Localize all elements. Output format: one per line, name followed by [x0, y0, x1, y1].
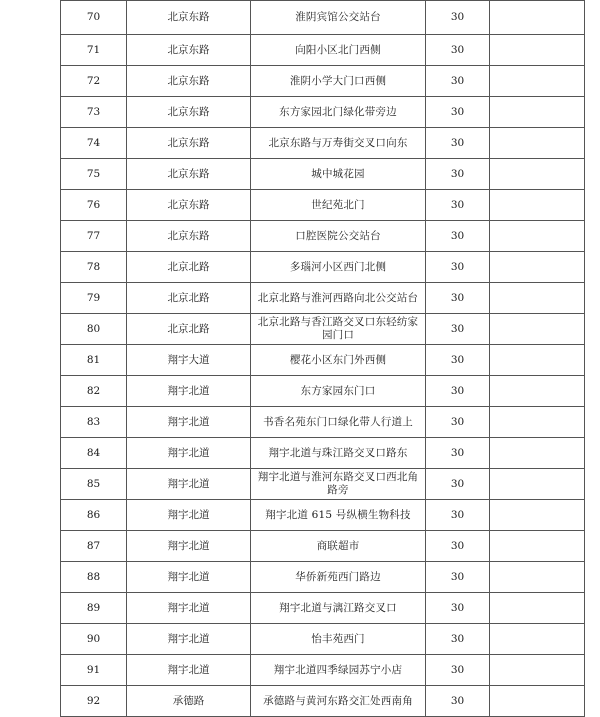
row-number-cell: 78	[61, 252, 127, 283]
location-cell: 城中城花园	[251, 159, 426, 190]
remarks-cell	[490, 438, 585, 469]
road-name-cell: 翔宇北道	[127, 562, 251, 593]
table-row	[61, 35, 585, 66]
table-row	[61, 159, 585, 190]
table-row	[61, 655, 585, 686]
row-number-cell: 73	[61, 97, 127, 128]
road-name-cell: 翔宇大道	[127, 345, 251, 376]
bike-count-cell: 30	[426, 376, 490, 407]
bike-count-cell: 30	[426, 159, 490, 190]
bike-count-cell: 30	[426, 128, 490, 159]
remarks-cell	[490, 314, 585, 345]
bike-count-cell: 30	[426, 562, 490, 593]
road-name-cell: 翔宇北道	[127, 376, 251, 407]
bike-count-cell: 30	[426, 252, 490, 283]
table-row	[61, 407, 585, 438]
bike-count-cell: 30	[426, 283, 490, 314]
remarks-cell	[490, 531, 585, 562]
road-name-cell: 北京东路	[127, 190, 251, 221]
bike-count-cell: 30	[426, 655, 490, 686]
bike-count-cell: 30	[426, 500, 490, 531]
bike-count-cell: 30	[426, 593, 490, 624]
location-cell: 北京东路与万寿街交叉口向东	[251, 128, 426, 159]
bike-count-cell: 30	[426, 686, 490, 717]
bike-count-cell: 30	[426, 314, 490, 345]
road-name-cell: 承德路	[127, 686, 251, 717]
road-name-cell: 北京东路	[127, 66, 251, 97]
row-number-cell: 74	[61, 128, 127, 159]
table-row	[61, 66, 585, 97]
bike-count-cell: 30	[426, 66, 490, 97]
bike-count-cell: 30	[426, 35, 490, 66]
remarks-cell	[490, 624, 585, 655]
remarks-cell	[490, 376, 585, 407]
remarks-cell	[490, 283, 585, 314]
row-number-cell: 76	[61, 190, 127, 221]
row-number-cell: 87	[61, 531, 127, 562]
road-name-cell: 北京北路	[127, 252, 251, 283]
row-number-cell: 88	[61, 562, 127, 593]
remarks-cell	[490, 500, 585, 531]
remarks-cell	[490, 221, 585, 252]
row-number-cell: 81	[61, 345, 127, 376]
remarks-cell	[490, 190, 585, 221]
table-row	[61, 252, 585, 283]
road-name-cell: 翔宇北道	[127, 500, 251, 531]
row-number-cell: 90	[61, 624, 127, 655]
location-cell: 口腔医院公交站台	[251, 221, 426, 252]
location-cell: 商联超市	[251, 531, 426, 562]
location-cell: 北京北路与淮河西路向北公交站台	[251, 283, 426, 314]
remarks-cell	[490, 252, 585, 283]
bike-count-cell: 30	[426, 1, 490, 35]
bike-count-cell: 30	[426, 407, 490, 438]
row-number-cell: 86	[61, 500, 127, 531]
table-row	[61, 128, 585, 159]
location-cell: 淮阴小学大门口西侧	[251, 66, 426, 97]
location-cell: 翔宇北道与珠江路交叉口路东	[251, 438, 426, 469]
location-cell: 东方家园北门绿化带旁边	[251, 97, 426, 128]
road-name-cell: 北京东路	[127, 128, 251, 159]
table-row	[61, 531, 585, 562]
row-number-cell: 71	[61, 35, 127, 66]
remarks-cell	[490, 407, 585, 438]
road-name-cell: 翔宇北道	[127, 531, 251, 562]
road-name-cell: 翔宇北道	[127, 593, 251, 624]
table-row	[61, 1, 585, 35]
table-row	[61, 190, 585, 221]
road-name-cell: 北京东路	[127, 1, 251, 35]
row-number-cell: 70	[61, 1, 127, 35]
bike-count-cell: 30	[426, 531, 490, 562]
table-body	[61, 1, 585, 717]
table-row	[61, 500, 585, 531]
row-number-cell: 84	[61, 438, 127, 469]
remarks-cell	[490, 345, 585, 376]
road-name-cell: 北京东路	[127, 97, 251, 128]
remarks-cell	[490, 35, 585, 66]
remarks-cell	[490, 655, 585, 686]
road-name-cell: 翔宇北道	[127, 469, 251, 500]
table-row	[61, 345, 585, 376]
row-number-cell: 72	[61, 66, 127, 97]
location-cell: 北京北路与香江路交叉口东轻纺家园门口	[251, 314, 426, 345]
remarks-cell	[490, 593, 585, 624]
table-row	[61, 686, 585, 717]
location-cell: 翔宇北道与漓江路交叉口	[251, 593, 426, 624]
road-name-cell: 翔宇北道	[127, 624, 251, 655]
table-row	[61, 283, 585, 314]
remarks-cell	[490, 1, 585, 35]
location-cell: 多瑙河小区西门北侧	[251, 252, 426, 283]
road-name-cell: 北京北路	[127, 283, 251, 314]
remarks-cell	[490, 469, 585, 500]
location-cell: 淮阴宾馆公交站台	[251, 1, 426, 35]
location-cell: 翔宇北道与淮河东路交叉口西北角路旁	[251, 469, 426, 500]
bike-count-cell: 30	[426, 469, 490, 500]
location-cell: 承德路与黄河东路交汇处西南角	[251, 686, 426, 717]
location-cell: 世纪苑北门	[251, 190, 426, 221]
row-number-cell: 91	[61, 655, 127, 686]
bike-count-cell: 30	[426, 624, 490, 655]
remarks-cell	[490, 562, 585, 593]
location-cell: 东方家园东门口	[251, 376, 426, 407]
location-cell: 翔宇北道 615 号纵横生物科技	[251, 500, 426, 531]
bike-count-cell: 30	[426, 221, 490, 252]
row-number-cell: 77	[61, 221, 127, 252]
road-name-cell: 翔宇北道	[127, 438, 251, 469]
table-row	[61, 438, 585, 469]
remarks-cell	[490, 686, 585, 717]
table-row	[61, 469, 585, 500]
road-name-cell: 北京东路	[127, 221, 251, 252]
road-name-cell: 北京北路	[127, 314, 251, 345]
row-number-cell: 80	[61, 314, 127, 345]
bike-count-cell: 30	[426, 345, 490, 376]
road-name-cell: 翔宇北道	[127, 407, 251, 438]
table-row	[61, 221, 585, 252]
location-cell: 书香名苑东门口绿化带人行道上	[251, 407, 426, 438]
location-cell: 向阳小区北门西侧	[251, 35, 426, 66]
table-row	[61, 376, 585, 407]
remarks-cell	[490, 128, 585, 159]
location-cell: 华侨新苑西门路边	[251, 562, 426, 593]
bike-station-table	[60, 0, 585, 717]
row-number-cell: 92	[61, 686, 127, 717]
remarks-cell	[490, 159, 585, 190]
table-row	[61, 562, 585, 593]
location-cell: 翔宇北道四季绿园苏宁小店	[251, 655, 426, 686]
remarks-cell	[490, 66, 585, 97]
road-name-cell: 翔宇北道	[127, 655, 251, 686]
row-number-cell: 79	[61, 283, 127, 314]
row-number-cell: 82	[61, 376, 127, 407]
row-number-cell: 89	[61, 593, 127, 624]
table-row	[61, 593, 585, 624]
row-number-cell: 75	[61, 159, 127, 190]
road-name-cell: 北京东路	[127, 35, 251, 66]
bike-count-cell: 30	[426, 438, 490, 469]
bike-count-cell: 30	[426, 190, 490, 221]
table-row	[61, 314, 585, 345]
road-name-cell: 北京东路	[127, 159, 251, 190]
row-number-cell: 85	[61, 469, 127, 500]
remarks-cell	[490, 97, 585, 128]
location-cell: 樱花小区东门外西侧	[251, 345, 426, 376]
table-row	[61, 97, 585, 128]
row-number-cell: 83	[61, 407, 127, 438]
table-row	[61, 624, 585, 655]
location-cell: 怡丰苑西门	[251, 624, 426, 655]
bike-count-cell: 30	[426, 97, 490, 128]
